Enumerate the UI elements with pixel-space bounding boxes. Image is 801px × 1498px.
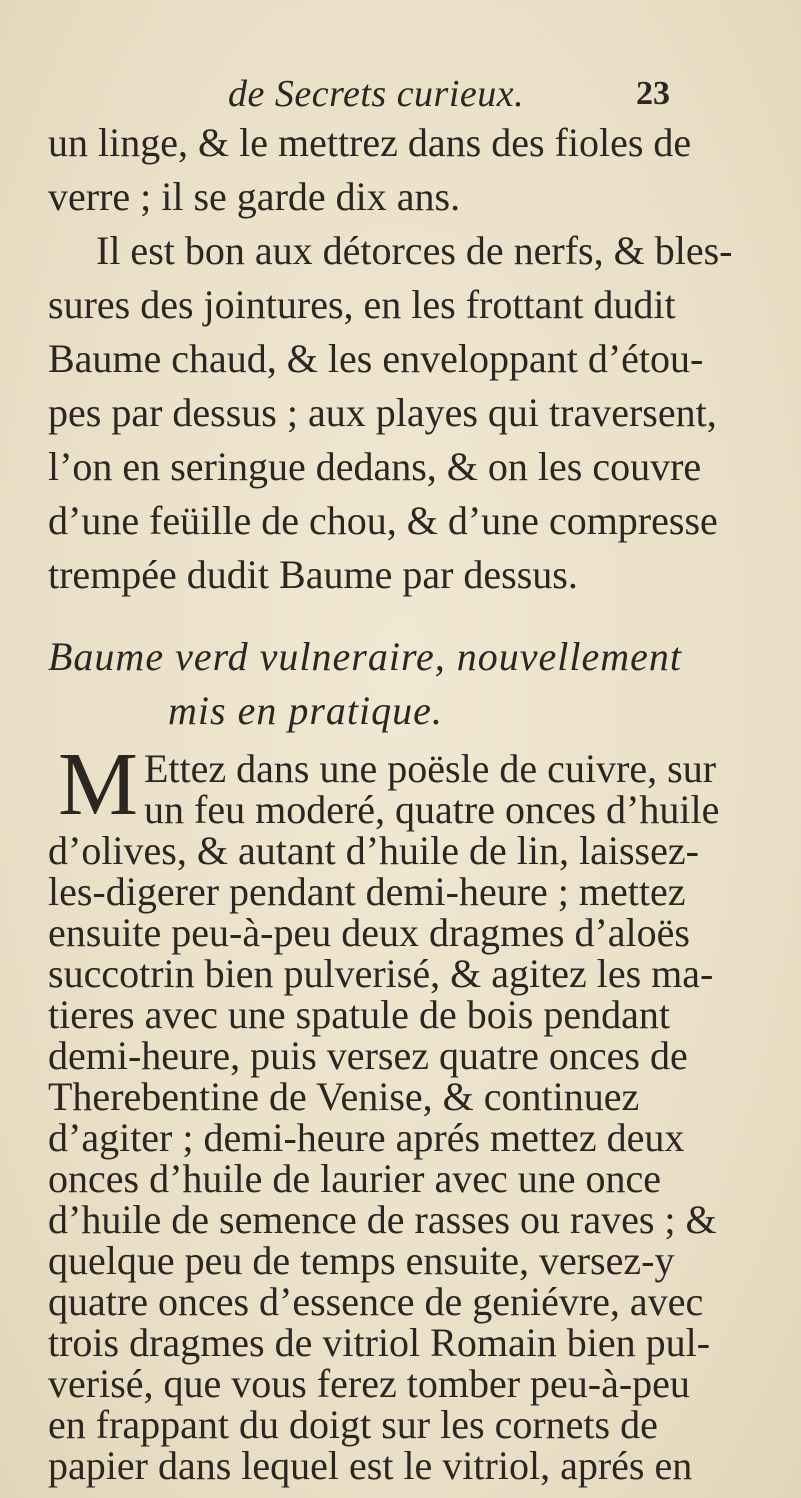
- text-line: ensuite peu-à-peu deux dragmes d’aloës: [48, 910, 690, 955]
- text-line: demi-heure, puis versez quatre onces de: [48, 1033, 688, 1078]
- text-line: d’olives, & autant d’huile de lin, laissez-: [48, 828, 699, 873]
- text-line: papier dans lequel est le vitriol, aprés en: [48, 1443, 693, 1488]
- text-line: succotrin bien pulverisé, & agitez les ma-: [48, 951, 714, 996]
- section-heading-line-2: mis en pratique.: [168, 688, 443, 733]
- text-line: Baume chaud, & les enveloppant d’étou-: [48, 336, 704, 381]
- text-line: Il est bon aux détorces de nerfs, & bles-: [96, 228, 733, 273]
- text-line: en frappant du doigt sur les cornets de: [48, 1402, 658, 1447]
- page-number: 23: [636, 75, 670, 112]
- text-line: verre ; il se garde dix ans.: [48, 174, 461, 219]
- text-line: quelque peu de temps ensuite, versez-y: [48, 1238, 675, 1283]
- text-line: Therebentine de Venise, & continuez: [48, 1074, 640, 1119]
- text-line: verisé, que vous ferez tomber peu-à-peu: [48, 1361, 690, 1406]
- running-head-title: de Secrets curieux.: [228, 73, 525, 115]
- text-line: pes par dessus ; aux playes qui traversent,: [48, 390, 717, 435]
- section-heading-line-1: Baume verd vulneraire, nouvellement: [48, 634, 683, 679]
- text-line: onces d’huile de laurier avec une once: [48, 1156, 662, 1201]
- text-line: d’agiter ; demi-heure aprés mettez deux: [48, 1115, 685, 1160]
- text-line: un linge, & le mettrez dans des fioles de: [48, 120, 692, 165]
- text-line: Ettez dans une poësle de cuivre, sur: [144, 746, 717, 791]
- text-line: quatre onces d’essence de geniévre, avec: [48, 1279, 704, 1324]
- text-line: trois dragmes de vitriol Romain bien pul-: [48, 1320, 711, 1365]
- text-line: d’huile de semence de rasses ou raves ; &: [48, 1197, 717, 1242]
- text-line: l’on en seringue dedans, & on les couvre: [48, 444, 702, 489]
- text-line: tieres avec une spatule de bois pendant: [48, 992, 670, 1037]
- text-line: un feu moderé, quatre onces d’huile: [144, 787, 720, 832]
- drop-cap: M: [58, 735, 139, 834]
- running-head: [0, 72, 801, 116]
- text-line: les-digerer pendant demi-heure ; mettez: [48, 869, 686, 914]
- text-line: sures des jointures, en les frottant dudit: [48, 282, 676, 327]
- text-line: trempée dudit Baume par dessus.: [48, 552, 578, 597]
- text-line: d’une feüille de chou, & d’une compresse: [48, 498, 718, 543]
